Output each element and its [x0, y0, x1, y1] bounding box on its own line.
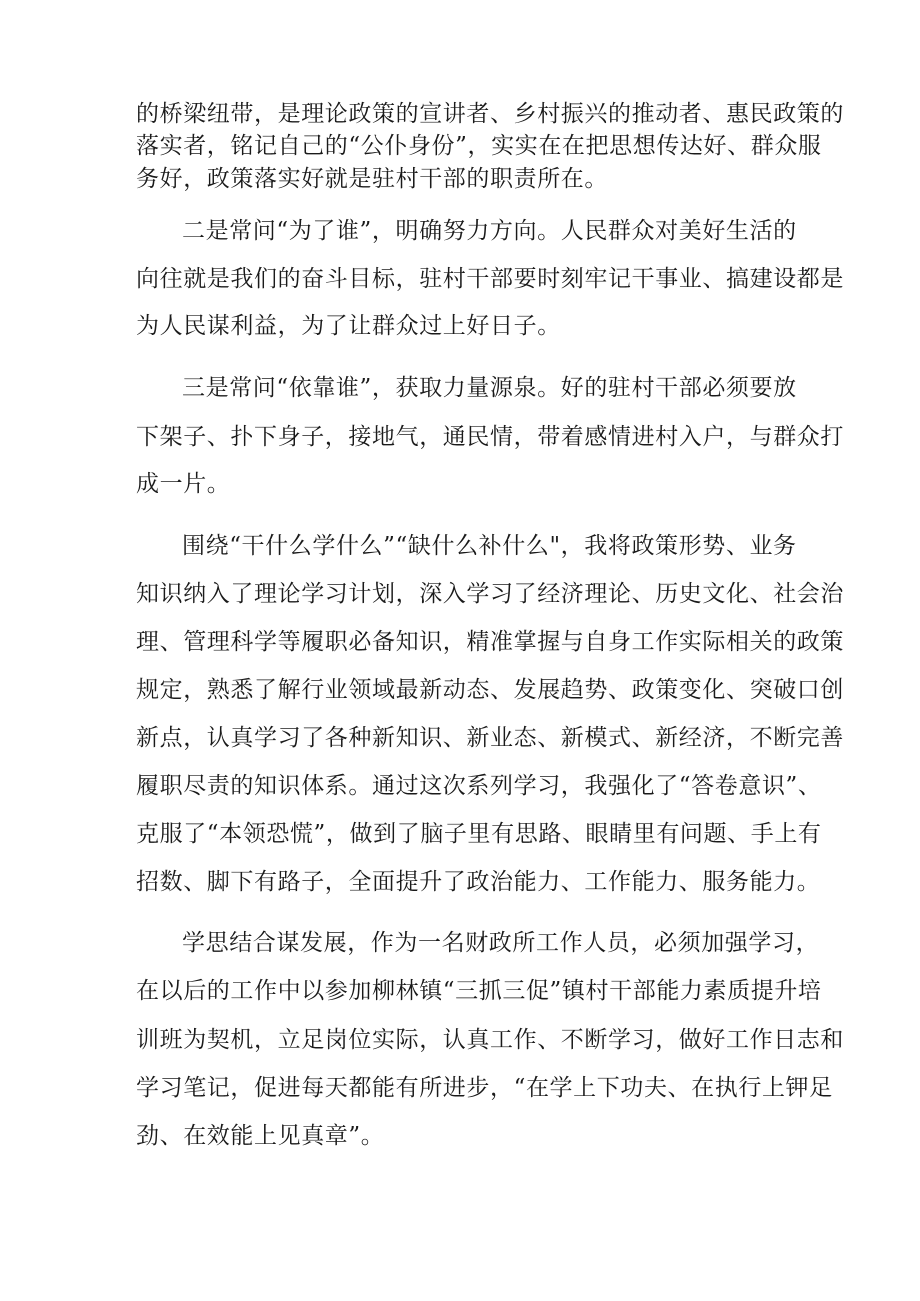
paragraph-line: 规定，熟悉了解行业领域最新动态、发展趋势、政策变化、突破口创: [136, 677, 844, 703]
paragraph-line: 招数、脚下有路子，全面提升了政治能力、工作能力、服务能力。: [136, 869, 821, 895]
paragraph-line: 劲、在效能上见真章”。: [136, 1123, 385, 1149]
paragraph-line: 二是常问“为了谁”，明确努力方向。人民群众对美好生活的: [182, 218, 797, 244]
paragraph-line: 务好，政策落实好就是驻村干部的职责所在。: [136, 166, 608, 192]
paragraph-line: 在以后的工作中以参加柳林镇“三抓三促”镇村干部能力素质提升培: [136, 978, 822, 1004]
paragraph-line: 新点，认真学习了各种新知识、新业态、新模式、新经济，不断完善: [136, 725, 844, 751]
paragraph-line: 三是常问“依靠谁”，获取力量源泉。好的驻村干部必须要放: [182, 375, 797, 401]
paragraph-line: 向往就是我们的奋斗目标，驻村干部要时刻牢记干事业、搞建设都是: [136, 266, 844, 292]
paragraph-line: 克服了“本领恐慌”，做到了脑子里有思路、眼睛里有问题、手上有: [136, 821, 822, 847]
paragraph-line: 理、管理科学等履职必备知识，精准掌握与自身工作实际相关的政策: [136, 629, 844, 655]
paragraph-line: 下架子、扑下身子，接地气，通民情，带着感情进村入户，与群众打: [136, 424, 844, 450]
paragraph-line: 落实者，铭记自己的“公仆身份”，实实在在把思想传达好、群众服: [136, 133, 822, 159]
paragraph-line: 知识纳入了理论学习计划，深入学习了经济理论、历史文化、社会治: [136, 581, 844, 607]
paragraph-line: 围绕“干什么学什么”“缺什么补什么"，我将政策形势、业务: [182, 533, 797, 559]
paragraph-line: 学习笔记，促进每天都能有所进步，“在学上下功夫、在执行上钾足: [136, 1075, 833, 1101]
paragraph-line: 的桥梁纽带，是理论政策的宣讲者、乡村振兴的推动者、惠民政策的: [136, 101, 844, 127]
paragraph-line: 为人民谋利益，为了让群众过上好日子。: [136, 313, 561, 339]
paragraph-line: 学思结合谋发展，作为一名财政所工作人员，必须加强学习，: [182, 930, 820, 956]
paragraph-line: 成一片。: [136, 471, 231, 497]
paragraph-line: 训班为契机，立足岗位实际，认真工作、不断学习，做好工作日志和: [136, 1027, 844, 1053]
paragraph-line: 履职尽责的知识体系。通过这次系列学习，我强化了“答卷意识”、: [136, 773, 822, 799]
